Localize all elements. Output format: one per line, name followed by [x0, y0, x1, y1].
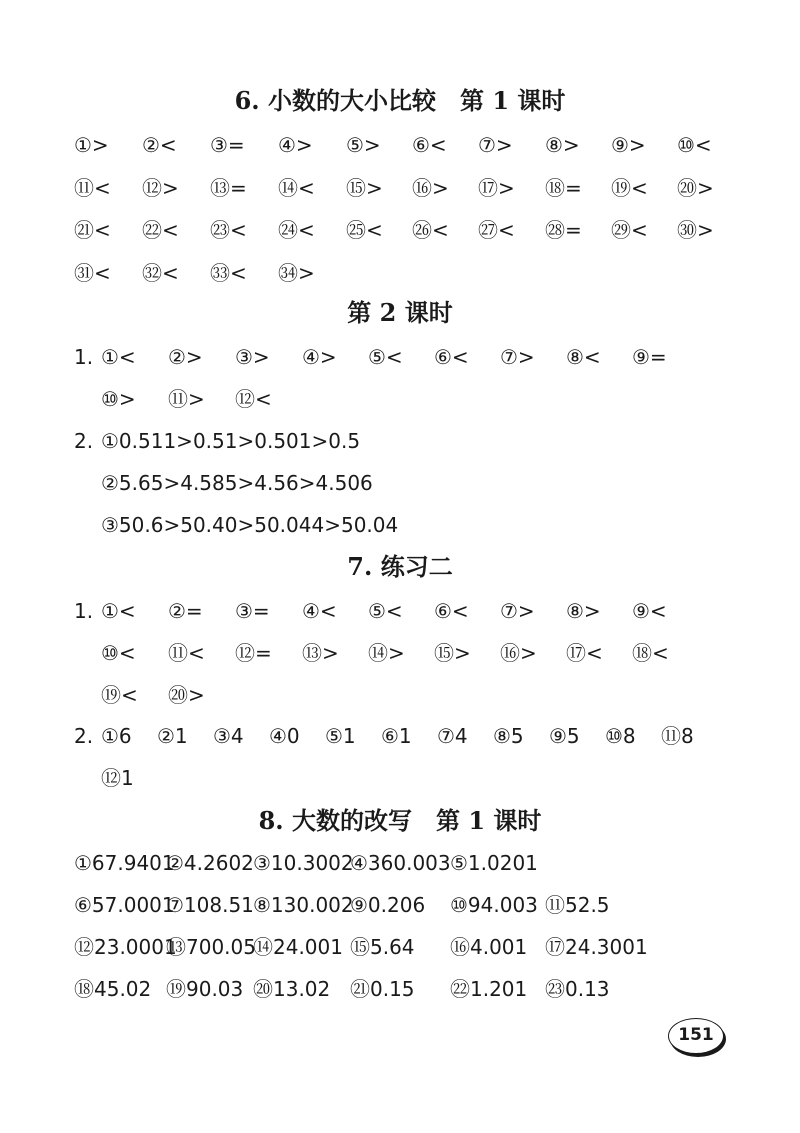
answer-item: ㉜< [142, 260, 179, 285]
answer-item: ⑨5 [549, 724, 580, 748]
answer-item: ⑤< [368, 599, 403, 623]
answer-item: ㉔< [278, 218, 315, 242]
answer-item: ⑬> [302, 641, 339, 665]
answer-item: ①> [74, 133, 109, 157]
answer-item: ⑤1.0201 [450, 851, 538, 875]
answer-item: ①6 [101, 724, 132, 748]
answer-item: ⑮> [346, 175, 383, 200]
section-6-title: 6. 小数的大小比较 第 1 课时 [234, 86, 566, 115]
page-number-badge: 151 [668, 1018, 724, 1054]
answer-item: ⑦> [500, 345, 535, 369]
answer-item: ④> [278, 133, 313, 157]
answer-item: ⑩< [677, 133, 712, 157]
answer-item: ⑦108.51 [166, 893, 254, 917]
answer-item: ⑦> [500, 599, 535, 623]
question-number: 2. [74, 724, 94, 748]
answer-item: ⑬= [210, 175, 247, 200]
question-number: 1. [74, 599, 94, 623]
answer-item: ⑥< [412, 133, 447, 157]
answer-item: ⑤< [368, 345, 403, 369]
answer-item: ⑩< [101, 641, 136, 665]
answer-item: ㉒1.201 [450, 977, 528, 1001]
answer-item: ⑭24.001 [253, 935, 343, 959]
answer-item: ㉑0.15 [350, 977, 415, 1001]
answer-item: ⑪52.5 [545, 893, 610, 917]
answer-item: ⑤1 [325, 724, 356, 748]
answer-item: ⑫= [235, 641, 272, 665]
answer-item: ⑭> [368, 641, 405, 665]
answer-item: ⑥< [434, 599, 469, 623]
answer-item: ⑲< [101, 683, 138, 707]
answer-item: ⑨0.206 [350, 893, 426, 917]
answer-item: ⑪< [74, 175, 111, 200]
answer-item: ⑬700.05 [166, 935, 256, 959]
answer-item: ⑮5.64 [350, 935, 415, 959]
answer-item: ②1 [157, 724, 188, 748]
lesson-2-q2-line: ③50.6>50.40>50.044>50.04 [101, 513, 399, 537]
answer-item: ㉓< [210, 218, 247, 242]
answer-item: ㉘= [545, 218, 582, 242]
answer-item: ⑧> [566, 599, 601, 623]
answer-item: ⑫23.0001 [74, 935, 177, 959]
answer-item: ⑧> [545, 133, 580, 157]
answer-item: ⑨> [611, 133, 646, 157]
answer-item: ⑧< [566, 345, 601, 369]
answer-item: ⑯> [500, 641, 537, 665]
answer-item: ⑧130.002 [253, 893, 354, 917]
answer-item: ④< [302, 599, 337, 623]
answer-item: ⑰24.3001 [545, 935, 648, 959]
answer-item: ③10.3002 [253, 851, 354, 875]
answer-item: ⑳> [677, 175, 714, 200]
answer-item: ③= [210, 133, 245, 157]
answer-item: ⑥< [434, 345, 469, 369]
answer-item: ⑩94.003 [450, 893, 538, 917]
answer-item: ⑥1 [381, 724, 412, 748]
answer-item: ⑪> [168, 387, 205, 411]
answer-item: ③> [235, 345, 270, 369]
answer-item: ⑪< [168, 641, 205, 665]
answer-item: ⑮> [434, 641, 471, 665]
answer-item: ⑫> [142, 175, 179, 200]
answer-item: ③= [235, 599, 270, 623]
answer-item: ⑳> [168, 683, 205, 707]
answer-item: ㉖< [412, 218, 449, 242]
question-number: 1. [74, 345, 94, 369]
answer-item: ㉛< [74, 260, 111, 285]
answer-item: ㉚> [677, 218, 714, 242]
lesson-2-title: 第 2 课时 [347, 298, 453, 327]
answer-item: ⑰> [478, 175, 515, 200]
answer-item: ⑲90.03 [166, 977, 244, 1001]
answer-item: ⑯> [412, 175, 449, 200]
answer-item: ④> [302, 345, 337, 369]
question-number: 2. [74, 429, 94, 453]
answer-item: ②> [168, 345, 203, 369]
answer-item: ⑪8 [661, 724, 694, 748]
answer-item: ⑰< [566, 641, 603, 665]
answer-item: ②4.2602 [166, 851, 254, 875]
answer-item: ⑥57.0001 [74, 893, 175, 917]
answer-item: ㉗< [478, 218, 515, 242]
answer-item: ②< [142, 133, 177, 157]
answer-item: ⑲< [611, 175, 648, 200]
answer-item: ㉞> [278, 260, 315, 285]
answer-item: ⑫1 [101, 766, 134, 790]
answer-item: ⑫< [235, 387, 272, 411]
answer-item: ⑤> [346, 133, 381, 157]
answer-item: ⑭< [278, 175, 315, 200]
answer-item: ②= [168, 599, 203, 623]
answer-item: ⑦> [478, 133, 513, 157]
answer-item: ⑱45.02 [74, 977, 152, 1001]
answer-item: ③4 [213, 724, 244, 748]
answer-item: ㉕< [346, 218, 383, 242]
answer-item: ①< [101, 345, 136, 369]
answer-item: ④360.003 [350, 851, 451, 875]
answer-item: ㉙< [611, 218, 648, 242]
answer-item: ⑱< [632, 641, 669, 665]
lesson-2-q2-line: ①0.511>0.51>0.501>0.5 [101, 429, 361, 453]
answer-item: ⑱= [545, 175, 582, 200]
answer-item: ⑧5 [493, 724, 524, 748]
answer-item: ⑳13.02 [253, 977, 331, 1001]
answer-item: ⑦4 [437, 724, 468, 748]
answer-item: ㉑< [74, 218, 111, 242]
answer-item: ①< [101, 599, 136, 623]
answer-item: ①67.9401 [74, 851, 175, 875]
answer-item: ⑯4.001 [450, 935, 528, 959]
answer-item: ㉝< [210, 260, 247, 285]
answer-item: ⑨< [632, 599, 667, 623]
answer-item: ㉒< [142, 218, 179, 242]
section-7-title: 7. 练习二 [347, 552, 453, 581]
answer-item: ⑩> [101, 387, 136, 411]
answer-item: ⑩8 [605, 724, 636, 748]
answer-item: ⑨= [632, 345, 667, 369]
section-8-title: 8. 大数的改写 第 1 课时 [258, 806, 542, 835]
lesson-2-q2-line: ②5.65>4.585>4.56>4.506 [101, 471, 373, 495]
answer-item: ㉓0.13 [545, 977, 610, 1001]
answer-item: ④0 [269, 724, 300, 748]
